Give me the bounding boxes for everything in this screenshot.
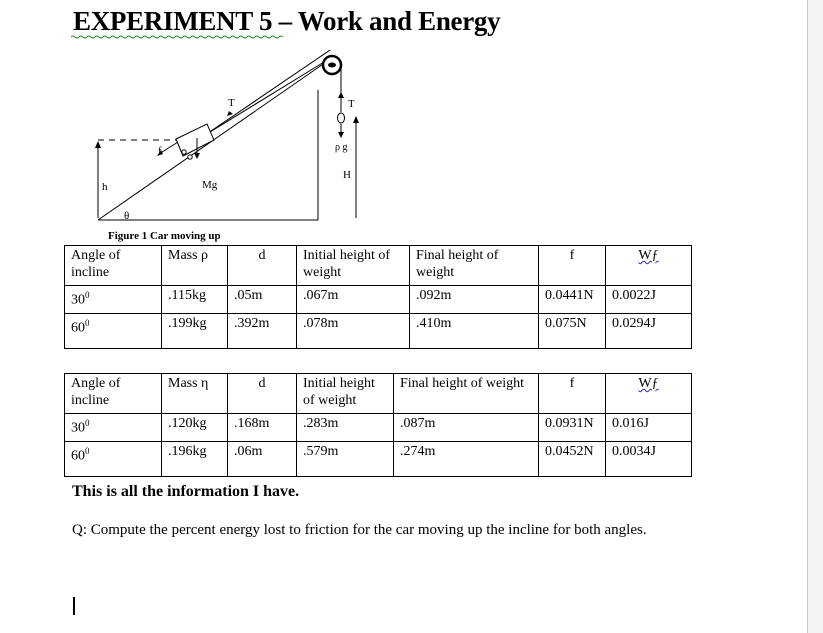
question-text: Q: Compute the percent energy lost to friction for the car moving up the incline for both angles. <box>72 522 647 538</box>
table-header-row <box>65 374 692 414</box>
table-cell: .168m <box>228 414 297 442</box>
table-cell: .067m <box>297 286 410 314</box>
table-cell: .274m <box>394 442 539 477</box>
table-cell: 0.0931N <box>539 414 606 442</box>
angle-cell: $60^0$ <box>65 314 162 349</box>
table-cell: .078m <box>297 314 410 349</box>
wf-header: Wƒ <box>638 376 659 391</box>
table-cell: 0.075N <box>539 314 606 349</box>
wf-header: Wƒ <box>638 248 659 263</box>
table-cell: .199kg <box>162 314 228 349</box>
table-row <box>65 442 692 477</box>
table-row <box>65 286 692 314</box>
table-cell: .392m <box>228 314 297 349</box>
table-cell: .05m <box>228 286 297 314</box>
header-cell: Angle of incline <box>65 246 162 286</box>
table-cell: .092m <box>410 286 539 314</box>
angle-cell: $60^0$ <box>65 442 162 477</box>
header-cell <box>606 374 692 414</box>
document-title: EXPERIMENT 5 – Work and Energy <box>73 6 501 36</box>
text-cursor[interactable] <box>73 597 75 615</box>
header-cell: d <box>228 374 297 414</box>
data-table-1 <box>64 245 692 349</box>
header-cell: Angle of incline <box>65 374 162 414</box>
table-row <box>65 414 692 442</box>
header-cell: d <box>228 246 297 286</box>
table-cell: 0.0034J <box>606 442 692 477</box>
header-cell: f <box>539 374 606 414</box>
angle-cell: $30^0$ <box>65 286 162 314</box>
table-cell: 0.0441N <box>539 286 606 314</box>
table-row <box>65 314 692 349</box>
header-cell <box>606 246 692 286</box>
data-table-2 <box>64 373 692 477</box>
header-cell: Initial height of weight <box>297 246 410 286</box>
table-cell: .196kg <box>162 442 228 477</box>
table-header-row <box>65 246 692 286</box>
info-statement: This is all the information I have. <box>72 483 300 500</box>
table-cell: .410m <box>410 314 539 349</box>
table-cell: 0.0294J <box>606 314 692 349</box>
angle-cell: $30^0$ <box>65 414 162 442</box>
table-cell: .087m <box>394 414 539 442</box>
friction-label: f <box>158 145 162 157</box>
table-cell: .579m <box>297 442 394 477</box>
header-cell: Initial height of weight <box>297 374 394 414</box>
table-cell: .283m <box>297 414 394 442</box>
header-cell: Final height of weight <box>394 374 539 414</box>
table-cell: .120kg <box>162 414 228 442</box>
table-cell: 0.0022J <box>606 286 692 314</box>
header-cell: Mass η <box>162 374 228 414</box>
table-cell: .06m <box>228 442 297 477</box>
height-right-label: H <box>343 169 351 181</box>
figure-caption: Figure 1 Car moving up <box>108 230 221 242</box>
car-weight-label: Mg <box>202 179 218 191</box>
angle-label: θ <box>124 210 130 222</box>
height-left-label: h <box>102 181 108 193</box>
tension-label-left: T <box>228 97 235 109</box>
header-cell: f <box>539 246 606 286</box>
header-cell: Mass ρ <box>162 246 228 286</box>
tension-label-right: T <box>348 98 355 110</box>
incline-diagram <box>86 50 366 245</box>
header-cell: Final height of weight <box>410 246 539 286</box>
hanging-weight <box>338 113 345 123</box>
table-cell: 0.0452N <box>539 442 606 477</box>
page-margin-right <box>808 0 823 633</box>
table-cell: 0.016J <box>606 414 692 442</box>
hanging-weight-label: ρ g <box>335 142 348 153</box>
table-cell: .115kg <box>162 286 228 314</box>
spellcheck-underline <box>71 35 285 39</box>
